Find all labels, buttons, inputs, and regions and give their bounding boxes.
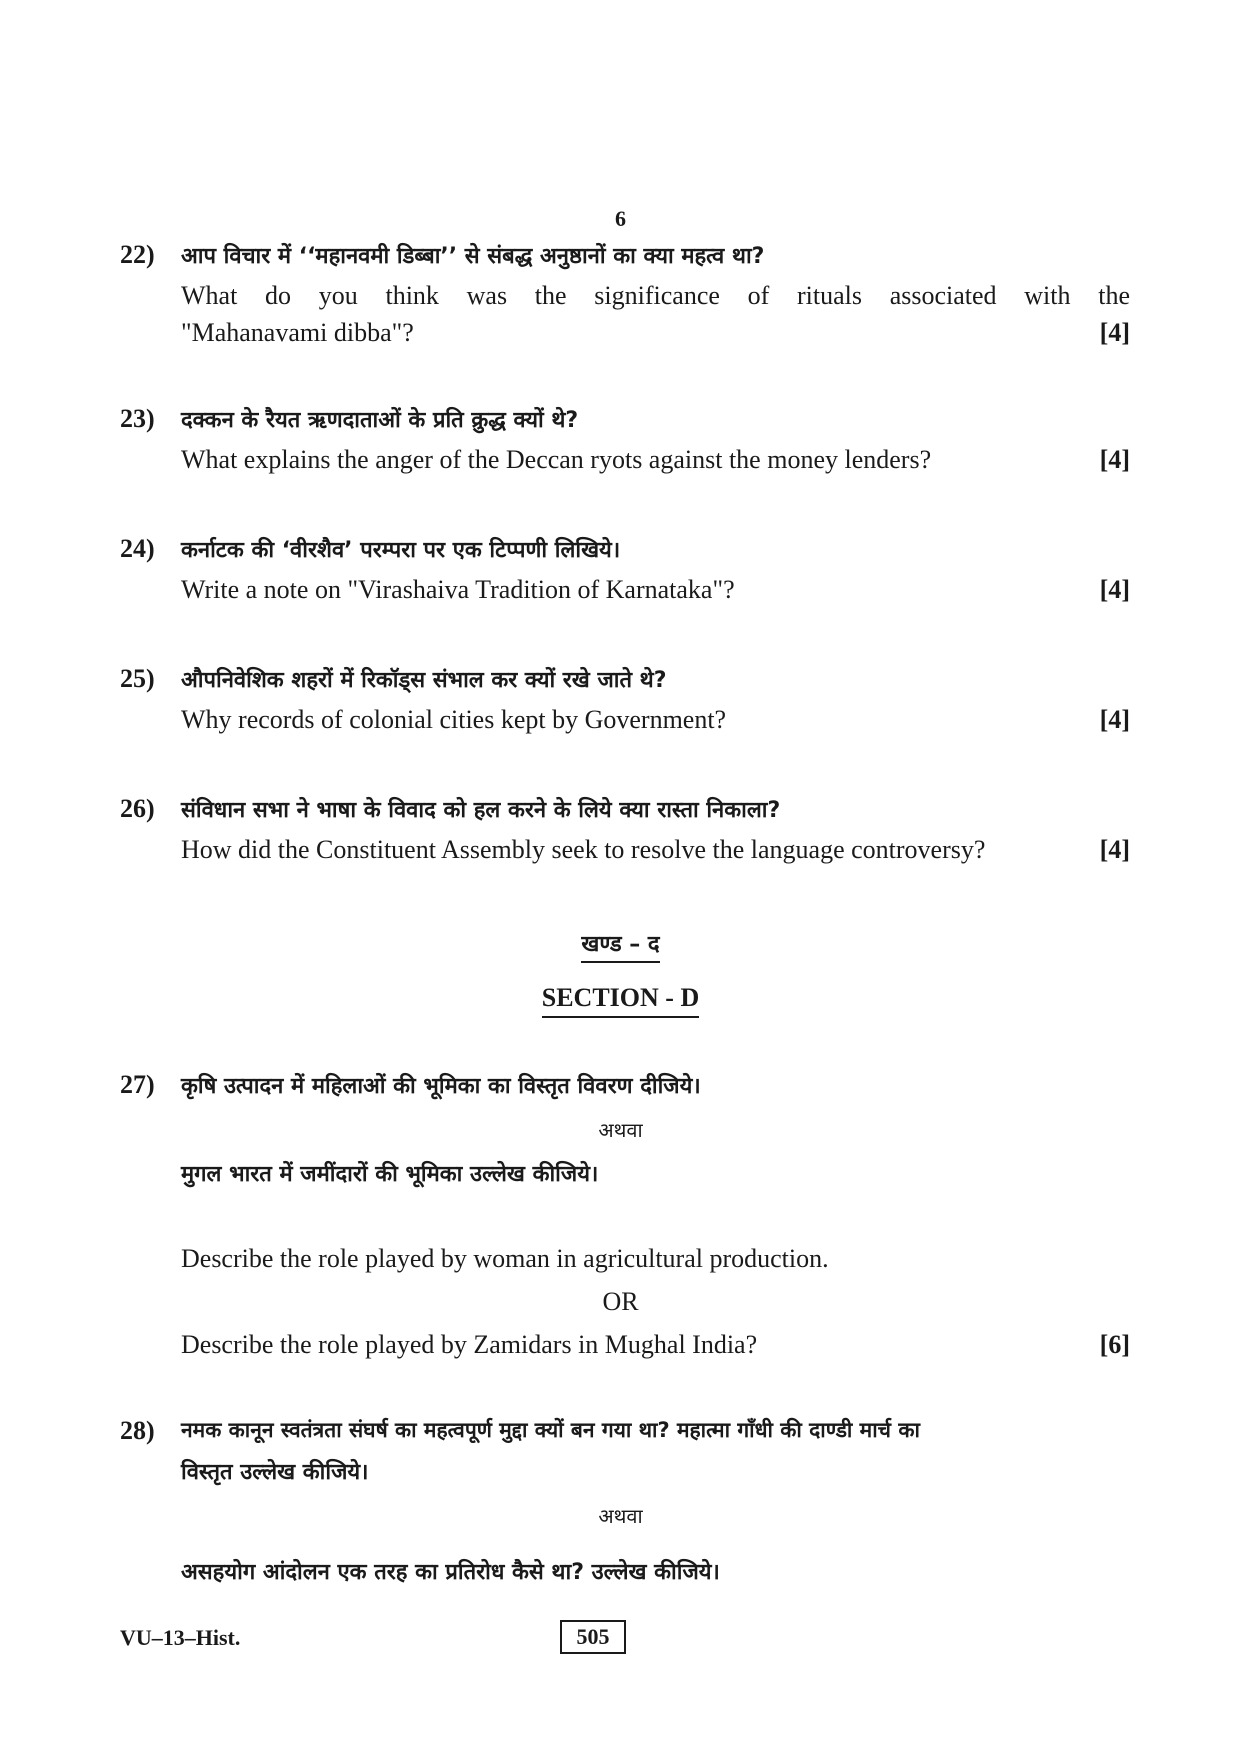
or-hindi: अथवा xyxy=(598,1504,643,1528)
question-english: What do you think was the significance of rituals associated with the xyxy=(181,281,1130,310)
section-heading-hindi xyxy=(0,928,1241,958)
question-hindi: औपनिवेशिक शहरों में रिकॉड्स संभाल कर क्यों रखे जाते थे? xyxy=(181,668,667,693)
question-hindi: कर्नाटक की ‘वीरशैव’ परम्परा पर एक टिप्पणी लिखिये। xyxy=(181,538,621,563)
question-english: What explains the anger of the Deccan ryots against the money lenders? xyxy=(181,445,932,474)
question-hindi-a-line1: नमक कानून स्वतंत्रता संघर्ष का महत्वपूर्ण मुद्दा क्यों बन गया था? महात्मा गाँधी की दाण्डी मार्च का xyxy=(181,1418,920,1442)
question-english-b: Describe the role played by Zamidars in Mughal India? xyxy=(181,1330,758,1359)
question-english: Write a note on "Virashaiva Tradition of Karnataka"? xyxy=(181,575,735,604)
page-number: 6 xyxy=(615,206,626,231)
marks: [4] xyxy=(1099,835,1130,864)
marks: [4] xyxy=(1099,318,1130,347)
question-english-cont: "Mahanavami dibba"? xyxy=(181,318,414,347)
paper-code: VU–13–Hist. xyxy=(120,1625,241,1650)
marks: [4] xyxy=(1099,575,1130,604)
footer-box-number: 505 xyxy=(560,1620,626,1654)
question-hindi-b: असहयोग आंदोलन एक तरह का प्रतिरोध कैसे था? उल्लेख कीजिये। xyxy=(181,1560,720,1585)
question-number: 24) xyxy=(120,534,155,563)
question-number: 22) xyxy=(120,240,155,269)
question-hindi: दक्कन के रैयत ऋणदाताओं के प्रति क्रुद्ध क्यों थे? xyxy=(181,408,579,433)
marks: [4] xyxy=(1099,705,1130,734)
question-hindi-b: मुगल भारत में जमींदारों की भूमिका उल्लेख कीजिये। xyxy=(181,1162,599,1187)
marks: [4] xyxy=(1099,445,1130,474)
section-heading-english-text: SECTION - D xyxy=(542,983,699,1018)
question-number: 28) xyxy=(120,1416,155,1445)
question-hindi-a: कृषि उत्पादन में महिलाओं की भूमिका का विस्तृत विवरण दीजिये। xyxy=(181,1074,701,1099)
question-number: 23) xyxy=(120,404,155,433)
question-english: Why records of colonial cities kept by Government? xyxy=(181,705,727,734)
section-heading-english xyxy=(0,983,1241,1013)
question-hindi: संविधान सभा ने भाषा के विवाद को हल करने के लिये क्या रास्ता निकाला? xyxy=(181,798,781,823)
question-hindi: आप विचार में ‘‘महानवमी डिब्बा’’ से संबद्ध अनुष्ठानों का क्या महत्व था? xyxy=(181,244,765,269)
marks: [6] xyxy=(1099,1330,1130,1359)
question-number: 25) xyxy=(120,664,155,693)
question-hindi-a-line2: विस्तृत उल्लेख कीजिये। xyxy=(181,1460,369,1485)
or-hindi: अथवा xyxy=(598,1118,643,1142)
section-heading-hindi-text: खण्ड – द xyxy=(581,932,659,963)
or-english: OR xyxy=(602,1287,639,1316)
question-number: 27) xyxy=(120,1070,155,1099)
question-number: 26) xyxy=(120,794,155,823)
question-english-a: Describe the role played by woman in agricultural production. xyxy=(181,1244,829,1273)
question-english: How did the Constituent Assembly seek to resolve the language controversy? xyxy=(181,835,986,864)
